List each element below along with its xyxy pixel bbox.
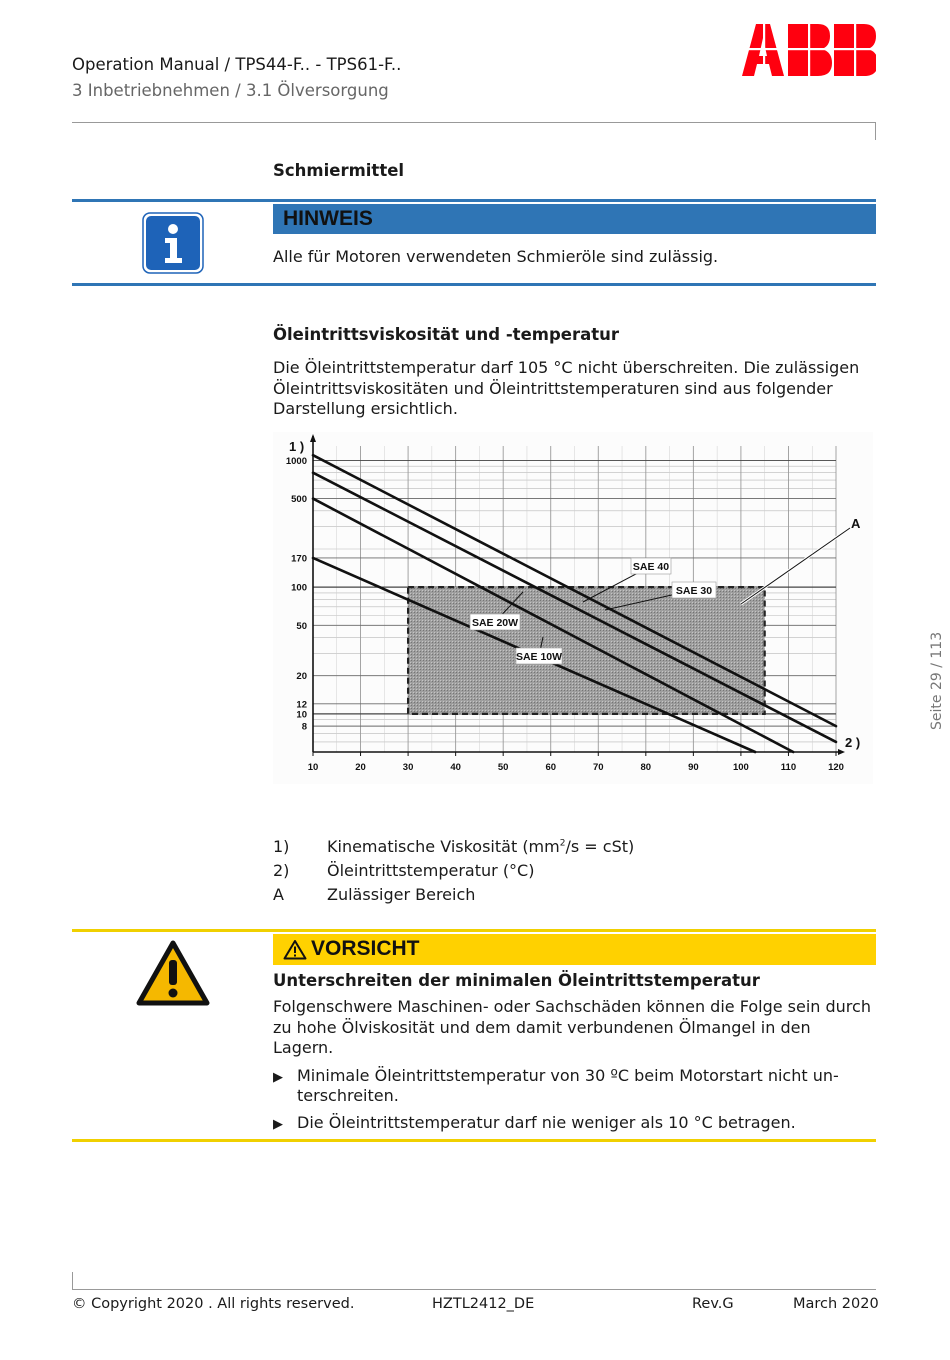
warning-top-rule <box>72 929 876 932</box>
header-rule <box>72 122 876 123</box>
bullet-arrow-icon: ▶ <box>273 1117 283 1132</box>
legend-key: A <box>273 885 284 904</box>
y-tick-label: 8 <box>301 721 307 733</box>
warning-subtitle: Unterschreiten der minimalen Öleintrittstemperatur <box>273 971 760 990</box>
legend-text: Zulässiger Bereich <box>327 885 476 904</box>
footer-date: March 2020 <box>793 1296 879 1312</box>
legend-item-3 <box>273 885 475 904</box>
warning-small-icon <box>283 939 307 960</box>
footer-copyright: © Copyright 2020 . All rights reserved. <box>72 1296 355 1312</box>
warning-bullet-1 <box>273 1066 873 1106</box>
info-icon <box>142 212 204 274</box>
header-rule-tick <box>875 122 876 140</box>
x-axis-label: 2 ) <box>845 735 861 750</box>
y-tick-label: 50 <box>296 620 307 632</box>
viscosity-temperature-chart <box>273 432 873 784</box>
x-tick-label: 10 <box>307 762 319 773</box>
y-tick-label: 500 <box>291 494 307 506</box>
page-number-side: Seite 29 / 113 <box>929 631 945 730</box>
footer-revision: Rev.G <box>692 1296 734 1312</box>
x-tick-label: 40 <box>450 762 461 773</box>
x-tick-label: 80 <box>640 762 652 773</box>
warning-title-text: VORSICHT <box>311 937 420 960</box>
x-tick-label: 70 <box>592 762 604 773</box>
y-tick-label: 1000 <box>285 455 307 467</box>
warning-title <box>283 937 420 961</box>
legend-key: 2) <box>273 861 290 880</box>
viscosity-paragraph: Die Öleintrittstemperatur darf 105 °C nicht überschreiten. Die zulässigen Öleintrittsviskositäten und Öleintrittstemperaturen sind aus folgender Darstellung ersichtlich. <box>273 358 860 418</box>
note-top-rule <box>72 199 876 202</box>
warning-triangle-icon <box>136 940 210 1006</box>
legend-key: 1) <box>273 837 290 856</box>
legend-text: Öleintrittstemperatur (°C) <box>327 861 535 880</box>
x-tick-label: 50 <box>497 762 509 773</box>
lubricant-heading: Schmiermittel <box>273 161 405 180</box>
y-tick-label: 12 <box>296 699 307 711</box>
x-tick-label: 110 <box>780 762 797 773</box>
legend-superscript: 2 <box>559 838 566 849</box>
y-axis-label: 1 ) <box>289 439 305 454</box>
series-label-sae-30: SAE 30 <box>675 585 713 597</box>
legend-item-1 <box>273 837 634 856</box>
x-tick-label: 100 <box>732 762 749 773</box>
series-label-sae-40: SAE 40 <box>632 561 670 573</box>
x-tick-label: 120 <box>828 762 844 773</box>
permissible-region <box>408 587 765 714</box>
x-tick-label: 30 <box>402 762 414 773</box>
region-label: A <box>851 516 861 531</box>
y-tick-label: 170 <box>291 553 307 565</box>
legend-text: Kinematische Viskosität (mm <box>327 837 560 856</box>
footer-rule <box>72 1289 876 1290</box>
warning-bullet-text: Minimale Öleintrittstemperatur von 30 ºC beim Motorstart nicht un- terschreiten. <box>297 1066 839 1105</box>
legend-text-end: /s = cSt) <box>565 837 635 856</box>
x-tick-label: 90 <box>688 762 699 773</box>
header-document-title: Operation Manual / TPS44-F.. - TPS61-F.. <box>72 55 402 74</box>
abb-logo <box>742 24 876 76</box>
legend-item-2 <box>273 861 534 880</box>
y-tick-label: 10 <box>296 709 307 721</box>
viscosity-heading: Öleintrittsviskosität und -temperatur <box>273 325 619 344</box>
warning-bullet-2 <box>273 1113 873 1135</box>
footer-doc-id: HZTL2412_DE <box>432 1296 535 1312</box>
header-breadcrumb: 3 Inbetriebnehmen / 3.1 Ölversorgung <box>72 81 389 100</box>
warning-text: Folgenschwere Maschinen- oder Sachschäden können die Folge sein durch zu hohe Ölviskosität und dem damit verbundenen Ölmangel in den Lagern. <box>273 997 871 1057</box>
x-tick-label: 20 <box>355 762 366 773</box>
y-tick-label: 100 <box>291 582 307 594</box>
warning-bottom-rule <box>72 1139 876 1142</box>
bullet-arrow-icon: ▶ <box>273 1070 283 1085</box>
series-label-sae-20w: SAE 20W <box>471 617 519 629</box>
warning-bullet-text: Die Öleintrittstemperatur darf nie weniger als 10 °C betragen. <box>297 1113 796 1132</box>
note-bottom-rule <box>72 283 876 286</box>
series-label-sae-10w: SAE 10W <box>515 651 563 663</box>
y-tick-label: 20 <box>296 671 307 683</box>
note-text: Alle für Motoren verwendeten Schmieröle sind zulässig. <box>273 247 719 266</box>
x-tick-label: 60 <box>545 762 557 773</box>
footer-rule-tick <box>72 1272 73 1290</box>
note-title: HINWEIS <box>283 207 373 230</box>
